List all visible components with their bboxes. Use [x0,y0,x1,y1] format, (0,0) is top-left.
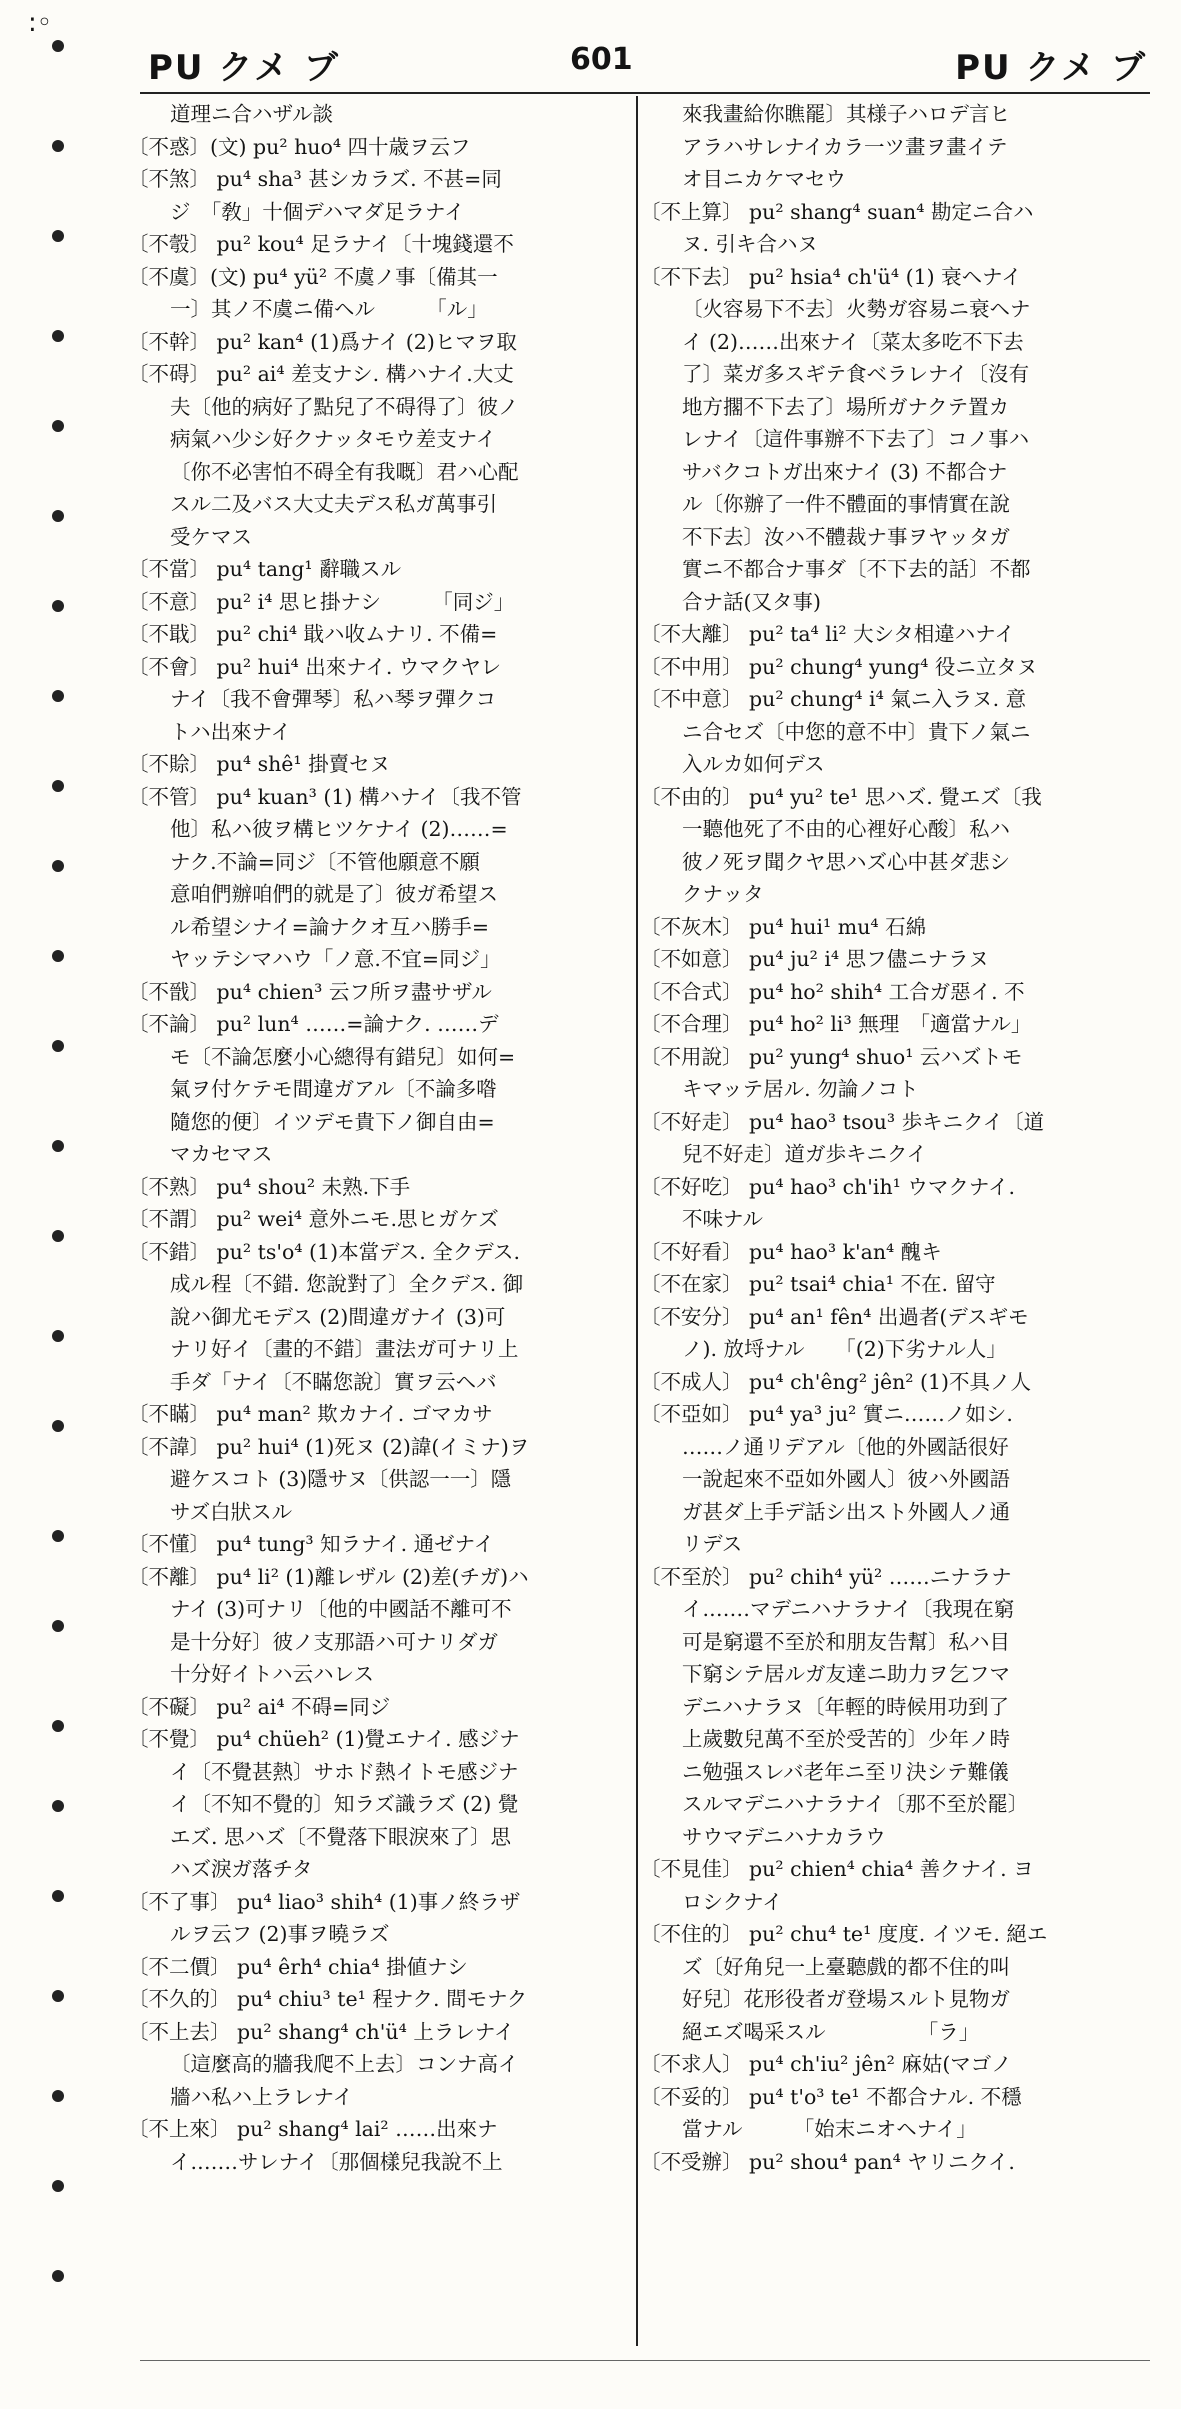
entry-continuation-line: 十分好イトハ云ハレス [170,1662,374,1686]
entry-headword-line: 〔不中意〕 pu² chung⁴ i⁴ 氣ニ入ラヌ. 意 [640,687,1027,711]
entry-continuation-line: ニ勉强スレバ老年ニ至リ決シテ難儀 [682,1759,1009,1784]
entry-headword-line: 〔不妥的〕 pu⁴ t'o³ te¹ 不都合ナル. 不穩 [640,2084,1022,2109]
entry-continuation-line: 道理ニ合ハザル談 [170,102,333,126]
entry-continuation-line: モ〔不論怎麼小心總得有錯兒〕如何= [170,1044,516,1069]
gutter-mark-icon: :◦ [28,8,53,38]
entry-continuation-line: 彼ノ死ヲ聞クヤ思ハズ心中甚ダ悲シ [682,849,1010,874]
entry-continuation-line: ニ合セズ〔中您的意不中〕貴下ノ氣ニ [682,719,1031,744]
binding-hole-mark [52,950,64,962]
entry-continuation-line: 一聽他死了不由的心裡好心酸〕私ハ [682,817,1010,841]
entry-continuation-line: 不味ナル [682,1207,763,1231]
entry-headword-line: 〔不惑〕(文) pu² huo⁴ 四十歳ヲ云フ [128,134,471,159]
entry-continuation-line: 地方擱不下去了〕場所ガナクテ置カ [682,394,1010,419]
entry-continuation-line: 病氣ハ少シ好クナッタモウ差支ナイ [170,427,497,451]
entry-continuation-line: 上歲數兒萬不至於受苦的〕少年ノ時 [682,1727,1010,1751]
binding-hole-mark [52,1890,64,1902]
entry-headword-line: 〔不熟〕 pu⁴ shou² 未熟.下手 [128,1174,411,1199]
binding-hole-mark [52,1140,64,1152]
entry-headword-line: 〔不好看〕 pu⁴ hao³ k'an⁴ 醜キ [640,1239,942,1264]
column-divider [636,96,638,2346]
entry-headword-line: 〔不久的〕 pu⁴ chiu³ te¹ 程ナク. 間モナク [128,1987,528,2011]
entry-headword-line: 〔不至於〕 pu² chih⁴ yü² ……ニナラナ [640,1564,1012,1589]
entry-continuation-line: ……ノ通リデアル〔他的外國話很好 [682,1434,1009,1459]
entry-continuation-line: 〔這麼高的牆我爬不上去〕コンナ高イ [170,2052,519,2076]
entry-headword-line: 〔不論〕 pu² lun⁴ ……=論ナク. ……デ [128,1012,499,1036]
entry-headword-line: 〔不彀〕 pu² kou⁴ 足ラナイ〔十塊錢還不 [128,232,514,256]
entry-continuation-line: 〔你不必害怕不碍全有我嘅〕君ハ心配 [170,459,519,484]
entry-headword-line: 〔不受辦〕 pu² shou⁴ pan⁴ ヤリニクイ. [640,2149,1015,2174]
entry-headword-line: 〔不見佳〕 pu² chien⁴ chia⁴ 善クナイ. ヨ [640,1857,1034,1881]
entry-continuation-line: イ.……サレナイ〔那個樣兒我說不上 [170,2149,503,2174]
entry-headword-line: 〔不上去〕 pu² shang⁴ ch'ü⁴ 上ラレナイ [128,2019,515,2044]
entry-continuation-line: イ (2)……出來ナイ〔菜太多吃不下去 [682,329,1024,354]
binding-hole-mark [52,860,64,872]
entry-continuation-line: 合ナ話(又タ事) [682,589,821,614]
entry-continuation-line: 了〕菜ガ多スギテ食ベラレナイ〔沒有 [682,362,1030,386]
binding-hole-mark [52,1720,64,1732]
entry-continuation-line: 夫〔他的病好了點兒了不碍得了〕彼ノ [170,394,519,419]
entry-headword-line: 〔不戩〕 pu⁴ chien³ 云フ所ヲ盡サザル [128,979,492,1004]
binding-hole-mark [52,420,64,432]
binding-hole-mark [52,690,64,702]
entry-continuation-line: 絕エズ喝采スル 「ラ」 [682,2019,980,2044]
entry-continuation-line: ノ). 放埒ナル 「(2)下劣ナル人」 [682,1337,1007,1361]
entry-headword-line: 〔不碍〕 pu² ai⁴ 差支ナシ. 構ハナイ.大丈 [128,362,514,386]
binding-hole-mark [52,1620,64,1632]
entry-continuation-line: マカセマス [170,1142,273,1166]
right-column [640,98,1150,2178]
entry-continuation-line: イ.……マデニハナラナイ〔我現在窮 [682,1597,1015,1621]
binding-hole-mark [52,510,64,522]
entry-continuation-line: 不下去〕汝ハ不體裁ナ事ヲヤッタガ [682,524,1010,549]
entry-continuation-line: 手ダ「ナイ〔不瞞您說〕實ヲ云ヘバ [170,1369,497,1394]
entry-headword-line: 〔不意〕 pu² i⁴ 思ヒ掛ナシ 「同ジ」 [128,589,515,614]
header-rule [140,92,1150,94]
entry-continuation-line: ル〔你辦了一件不體面的事情實在說 [682,492,1010,516]
footer-rule [140,2360,1150,2361]
entry-continuation-line: イ〔不知不覺的〕知ラズ識ラズ (2) 覺 [170,1792,519,1816]
entry-headword-line: 〔不用說〕 pu² yung⁴ shuo¹ 云ハズトモ [640,1044,1023,1069]
entry-headword-line: 〔不在家〕 pu² tsai⁴ chia¹ 不在. 留守 [640,1272,996,1296]
entry-headword-line: 〔不了事〕 pu⁴ liao³ shih⁴ (1)事ノ終ラザ [128,1889,521,1914]
entry-headword-line: 〔不賒〕 pu⁴ shê¹ 掛賣セヌ [128,752,391,776]
entry-headword-line: 〔不會〕 pu² hui⁴ 出來ナイ. ウマクヤレ [128,654,502,679]
entry-continuation-line: 一說起來不亞如外國人〕彼ハ外國語 [682,1467,1010,1491]
entry-continuation-line: 可是窮還不至於和朋友告幫〕私ハ目 [682,1629,1010,1654]
binding-hole-mark [52,1420,64,1432]
binding-hole-mark [52,40,64,52]
entry-continuation-line: オ目ニカケマセウ [682,167,846,191]
page-header [0,40,1181,100]
entry-continuation-line: サバクコトガ出來ナイ (3) 不都合ナ [682,459,1008,484]
entry-continuation-line: 意咱們辦咱們的就是了〕彼ガ希望ス [170,882,498,906]
entry-continuation-line: リデス [682,1532,743,1556]
entry-headword-line: 〔不幹〕 pu² kan⁴ (1)爲ナイ (2)ヒマヲ取 [128,329,517,354]
entry-headword-line: 〔不瞞〕 pu⁴ man² 欺カナイ. ゴマカサ [128,1402,493,1426]
entry-continuation-line: 一〕其ノ不虞ニ備ヘル 「ル」 [170,297,488,321]
entry-headword-line: 〔不礙〕 pu² ai⁴ 不碍=同ジ [128,1694,391,1719]
entry-headword-line: 〔不安分〕 pu⁴ an¹ fên⁴ 出過者(デスギモ [640,1304,1029,1329]
entry-headword-line: 〔不求人〕 pu⁴ ch'iu² jên² 麻姑(マゴノ [640,2052,1012,2076]
left-column [128,98,628,2178]
entry-continuation-line: レナイ〔這件事辦不下去了〕コノ事ハ [682,427,1030,451]
binding-hole-mark [52,2090,64,2102]
entry-continuation-line: ズ〔好角兒一上臺聽戲的都不住的叫 [682,1954,1010,1979]
binding-hole-mark [52,330,64,342]
entry-headword-line: 〔不亞如〕 pu⁴ ya³ ju² 實ニ……ノ如シ. [640,1402,1013,1426]
binding-hole-mark [52,1230,64,1242]
binding-hole-mark [52,2180,64,2192]
entry-continuation-line: イ〔不覺甚熱〕サホド熱イトモ感ジナ [170,1759,519,1784]
entry-continuation-line: ジ 「敎」十個デハマダ足ラナイ [170,199,465,224]
entry-headword-line: 〔不上算〕 pu² shang⁴ suan⁴ 勘定ニ合ハ [640,199,1034,224]
binding-hole-mark [52,230,64,242]
entry-headword-line: 〔不好走〕 pu⁴ hao³ tsou³ 歩キニクイ〔道 [640,1109,1045,1134]
binding-hole-mark [52,1800,64,1812]
entry-continuation-line: 來我畫給你瞧罷〕其様子ハロデ言ヒ [682,102,1010,126]
entry-headword-line: 〔不合理〕 pu⁴ ho² li³ 無理 「適當ナル」 [640,1012,1032,1036]
entry-continuation-line: スルマデニハナラナイ〔那不至於罷〕 [682,1792,1029,1816]
entry-continuation-line: 隨您的便〕イツデモ貴下ノ御自由= [170,1109,495,1134]
entry-continuation-line: ル希望シナイ=論ナクオ互ハ勝手= [170,914,490,939]
entry-headword-line: 〔不大離〕 pu² ta⁴ li² 大シタ相違ハナイ [640,622,1015,646]
entry-continuation-line: 說ハ御尤モデス (2)間違ガナイ (3)可 [170,1304,506,1329]
entry-headword-line: 〔不二價〕 pu⁴ êrh⁴ chia⁴ 掛値ナシ [128,1954,468,1979]
entry-headword-line: 〔不住的〕 pu² chu⁴ te¹ 度度. イツモ. 絕エ [640,1922,1048,1946]
binding-hole-mark [52,1530,64,1542]
entry-continuation-line: 兒不好走〕道ガ歩キニクイ [682,1142,927,1166]
entry-continuation-line: ハズ淚ガ落チタ [170,1857,313,1881]
binding-hole-mark [52,600,64,612]
entry-continuation-line: ルヲ云フ (2)事ヲ曉ラズ [170,1922,390,1946]
entry-continuation-line: 當ナル 「始末ニオヘナイ」 [682,2117,977,2141]
running-head-right: PU クメ ブ [955,48,1147,88]
entry-headword-line: 〔不好吃〕 pu⁴ hao³ ch'ih¹ ウマクナイ. [640,1174,1015,1199]
entry-continuation-line: 避ケスコト (3)隱サヌ〔供認一一〕隱 [170,1467,512,1491]
entry-headword-line: 〔不懂〕 pu⁴ tung³ 知ラナイ. 通ゼナイ [128,1532,495,1556]
entry-continuation-line: デニハナラヌ〔年輕的時候用功到了 [682,1694,1009,1719]
running-head-left: PU クメ ブ [148,48,340,88]
entry-continuation-line: エズ. 思ハズ〔不覺落下眼淚來了〕思 [170,1824,512,1849]
binding-hole-mark [52,2270,64,2282]
entry-headword-line: 〔不合式〕 pu⁴ ho² shih⁴ 工合ガ惡イ. 不 [640,979,1025,1004]
binding-hole-mark [52,780,64,792]
entry-continuation-line: クナッタ [682,882,764,906]
entry-continuation-line: サズ白狀スル [170,1499,293,1524]
entry-headword-line: 〔不如意〕 pu⁴ ju² i⁴ 思フ儘ニナラヌ [640,947,989,971]
entry-continuation-line: ナリ好イ〔畫的不錯〕畫法ガ可ナリ上 [170,1337,519,1361]
entry-continuation-line: ヤッテシマハウ「ノ意.不宜=同ジ」 [170,947,501,971]
entry-continuation-line: ロシクナイ [682,1889,783,1914]
entry-continuation-line: ガ甚ダ上手デ話シ出スト外國人ノ通 [682,1499,1010,1524]
binding-hole-mark [52,1990,64,2002]
entry-continuation-line: アラハサレナイカラ一ツ畫ヲ畫イテ [682,134,1008,159]
entry-continuation-line: 入ルカ如何デス [682,752,825,776]
entry-continuation-line: トハ出來ナイ [170,719,292,744]
entry-continuation-line: スル二及バス大丈夫デス私ガ萬事引 [170,492,498,516]
entry-continuation-line: 氣ヲ付ケテモ間違ガアル〔不論多喒 [170,1077,497,1101]
entry-continuation-line: ヌ. 引キ合ハヌ [682,232,819,256]
page-number: 601 [570,42,633,77]
entry-headword-line: 〔不離〕 pu⁴ li² (1)離レザル (2)差(チガ)ハ [128,1564,529,1589]
entry-continuation-line: ナイ〔我不會彈琴〕私ハ琴ヲ彈クコ [170,687,497,711]
entry-continuation-line: 他〕私ハ彼ヲ構ヒツケナイ (2)……= [170,817,508,841]
entry-continuation-line: 受ケマス [170,524,252,549]
entry-headword-line: 〔不當〕 pu⁴ tang¹ 辭職スル [128,557,402,581]
entry-continuation-line: キマッテ居ル. 勿論ノコト [682,1077,919,1101]
entry-headword-line: 〔不上來〕 pu² shang⁴ lai² ……出來ナ [128,2117,498,2141]
binding-hole-mark [52,140,64,152]
entry-continuation-line: 好兒〕花形役者ガ登場スルト見物ガ [682,1987,1010,2011]
entry-headword-line: 〔不煞〕 pu⁴ sha³ 甚シカラズ. 不甚=同 [128,167,502,191]
entry-continuation-line: 下窮シテ居ルガ友達ニ助力ヲ乞フマ [682,1662,1010,1686]
entry-continuation-line: サウマデニハナカラウ [682,1824,886,1849]
entry-headword-line: 〔不成人〕 pu⁴ ch'êng² jên² (1)不具ノ人 [640,1369,1032,1394]
entry-continuation-line: ナイ (3)可ナリ〔他的中國話不離可不 [170,1597,512,1621]
entry-headword-line: 〔不中用〕 pu² chung⁴ yung⁴ 役ニ立タヌ [640,654,1038,679]
binding-hole-mark [52,1040,64,1052]
entry-continuation-line: 〔火容易下不去〕火勢ガ容易ニ衰ヘナ [682,297,1031,321]
entry-headword-line: 〔不由的〕 pu⁴ yu² te¹ 思ハズ. 覺エズ〔我 [640,784,1042,809]
entry-continuation-line: ナク.不論=同ジ〔不管他願意不願 [170,849,480,874]
entry-headword-line: 〔不下去〕 pu² hsia⁴ ch'ü⁴ (1) 衰ヘナイ [640,264,1022,289]
entry-continuation-line: 實ニ不都合ナ事ダ〔不下去的話〕不都 [682,557,1031,581]
entry-headword-line: 〔不灰木〕 pu⁴ hui¹ mu⁴ 石綿 [640,914,927,939]
entry-headword-line: 〔不虞〕(文) pu⁴ yü² 不虞ノ事〔備其一 [128,264,498,289]
entry-headword-line: 〔不管〕 pu⁴ kuan³ (1) 構ハナイ〔我不管 [128,784,522,809]
entry-headword-line: 〔不戢〕 pu² chi⁴ 戢ハ收ムナリ. 不備= [128,622,498,646]
entry-headword-line: 〔不覺〕 pu⁴ chüeh² (1)覺エナイ. 感ジナ [128,1727,520,1751]
entry-continuation-line: 是十分好〕彼ノ支那語ハ可ナリダガ [170,1629,498,1654]
entry-continuation-line: 牆ハ私ハ上ラレナイ [170,2084,354,2109]
entry-headword-line: 〔不諱〕 pu² hui⁴ (1)死ヌ (2)諱(イミナ)ヲ [128,1434,530,1459]
entry-headword-line: 〔不錯〕 pu² ts'o⁴ (1)本當デス. 全クデス. [128,1239,520,1264]
binding-hole-mark [52,1330,64,1342]
entry-headword-line: 〔不謂〕 pu² wei⁴ 意外ニモ.思ヒガケズ [128,1207,499,1231]
entry-continuation-line: 成ル程〔不錯. 您說對了〕全クデス. 御 [170,1272,524,1296]
